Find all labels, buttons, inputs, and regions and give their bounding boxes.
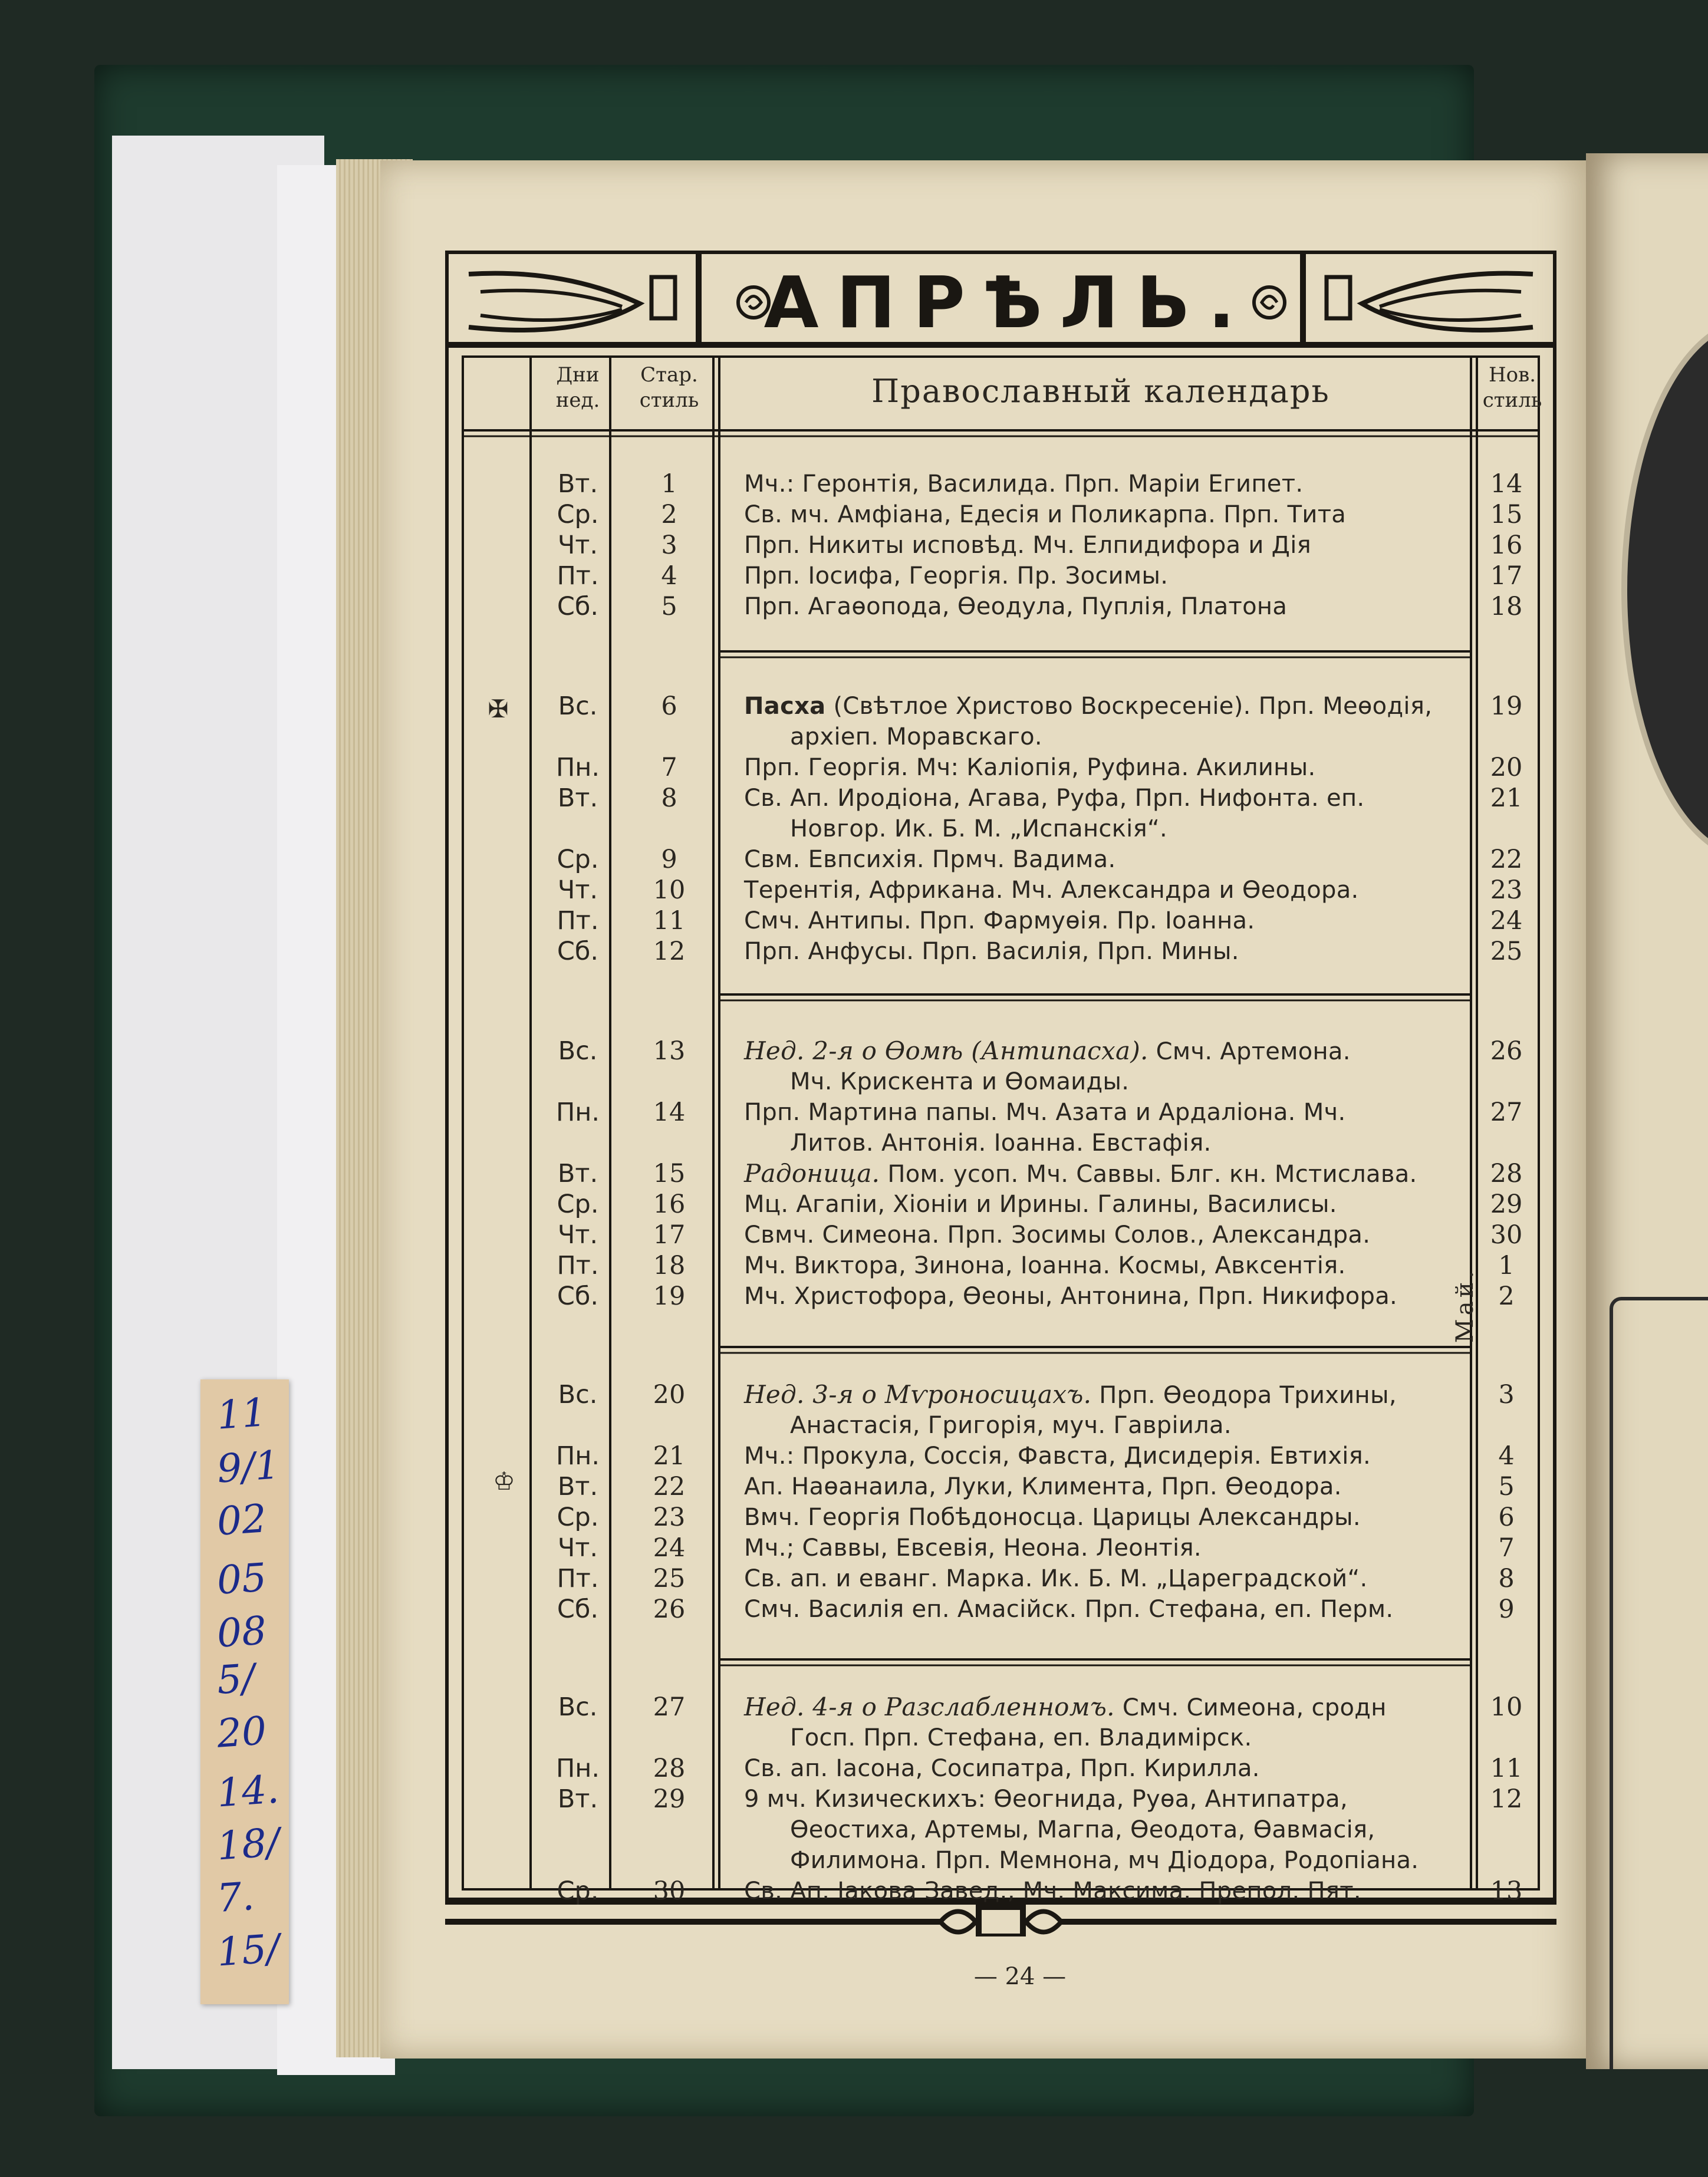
weekday-cell: Вс. — [558, 1380, 598, 1409]
entry-text: Прп. Іосифа, Георгія. Пр. Зосимы. — [744, 562, 1169, 589]
entry-text: Прп. Агаѳопода, Ѳеодула, Пуплія, Платона — [744, 593, 1288, 620]
new-style-date: 2 — [1498, 1282, 1515, 1311]
entry-line — [744, 1471, 1457, 1502]
new-style-date: 24 — [1490, 906, 1523, 936]
old-style-date: 1 — [661, 469, 677, 499]
feast-name: Нед. 3-я о Мѵроносицахъ. — [744, 1380, 1092, 1409]
entry-text: (Свѣтлое Христово Воскресеніе). Прп. Меѳодія, — [825, 693, 1433, 720]
old-style-date: 7 — [661, 753, 677, 782]
weekday-cell: Сб. — [557, 1282, 599, 1311]
weekday-cell: Вт. — [557, 1784, 598, 1814]
entry-text: Анастасія, Григорія, муч. Гавріила. — [790, 1412, 1232, 1439]
entry-text: Мч.: Геронтія, Василида. Прп. Маріи Египет. — [744, 470, 1304, 498]
page-title: АПРѢЛЬ. — [764, 262, 1253, 344]
new-style-date: 23 — [1490, 875, 1523, 905]
weekday-cell: Пн. — [555, 753, 600, 782]
entry-line — [744, 530, 1457, 561]
weekday-cell: Чт. — [557, 531, 598, 560]
page-number: — 24 — — [973, 1963, 1067, 1990]
entry-line — [744, 1097, 1457, 1128]
weekday-cell: Ср. — [557, 500, 599, 529]
new-style-date: 29 — [1490, 1190, 1523, 1219]
new-style-date: 10 — [1490, 1692, 1523, 1722]
entry-text: Св. Ап. Іакова Завед., Мч. Максима. Препол. Пят. — [744, 1878, 1361, 1905]
entry-text: Смч. Артемона. — [1148, 1038, 1351, 1065]
weekday-cell: Чт. — [557, 1220, 598, 1250]
old-style-date: 25 — [653, 1564, 686, 1593]
weekday-cell: Пт. — [557, 1251, 599, 1280]
old-style-date: 30 — [653, 1876, 686, 1906]
feast-name: Пасха — [744, 693, 826, 720]
entry-text: Мч. Крискента и Ѳомаиды. — [790, 1068, 1130, 1095]
weekday-cell: Ср. — [557, 845, 599, 874]
weekday-cell: Вс. — [558, 1692, 598, 1722]
old-style-date: 20 — [653, 1380, 686, 1409]
entry-text: Филимона. Прп. Мемнона, мч Діодора, Родопіана. — [790, 1847, 1419, 1874]
entry-text: Св. мч. Амфіана, Едесія и Поликарпа. Прп. Тита — [744, 501, 1347, 528]
new-style-date: 9 — [1498, 1595, 1515, 1624]
entry-text: Прп. Мартина папы. Мч. Азата и Ардаліона. Мч. — [744, 1099, 1346, 1126]
new-style-date: 6 — [1498, 1503, 1515, 1532]
entry-text: Свм. Евпсихія. Прмч. Вадима. — [744, 846, 1116, 873]
new-style-date: 17 — [1490, 561, 1523, 591]
old-style-date: 21 — [653, 1441, 686, 1471]
new-style-date: 15 — [1490, 500, 1523, 529]
new-style-date: 7 — [1498, 1533, 1515, 1563]
handwritten-line: 08 — [215, 1608, 268, 1656]
facing-page-portrait — [1621, 318, 1708, 861]
facing-page-text-box — [1610, 1297, 1708, 2069]
new-style-date: 5 — [1498, 1472, 1515, 1501]
header-calendar: Православный календарь — [871, 373, 1330, 410]
entry-text: Госп. Прп. Стефана, еп. Владимірск. — [790, 1724, 1252, 1751]
weekday-cell: Пт. — [557, 561, 599, 591]
entry-line — [744, 1036, 1457, 1067]
weekday-cell: Вт. — [557, 469, 598, 499]
entry-line — [744, 1784, 1457, 1814]
entry-line — [744, 1533, 1457, 1563]
new-style-date: 28 — [1490, 1159, 1523, 1188]
handwritten-line: 9/1 — [215, 1442, 281, 1492]
entry-text: Литов. Антонія. Іоанна. Евстафія. — [790, 1129, 1212, 1157]
entry-text: Терентія, Африкана. Мч. Александра и Ѳеодора. — [744, 877, 1359, 904]
new-style-date: 1 — [1498, 1251, 1515, 1280]
entry-text: Ѳеостиха, Артемы, Магпа, Ѳеодота, Ѳавмасія, — [790, 1816, 1375, 1843]
entry-line — [744, 844, 1457, 875]
entry-line — [744, 591, 1457, 622]
old-style-date: 19 — [653, 1282, 686, 1311]
entry-text: Пом. усоп. Мч. Саввы. Блг. кн. Мстислава. — [880, 1161, 1417, 1188]
new-style-date: 22 — [1490, 845, 1523, 874]
entry-text: Мч. Виктора, Зинона, Іоанна. Космы, Авксентія. — [744, 1252, 1346, 1279]
month-label: Май. — [1452, 1267, 1479, 1343]
old-style-date: 8 — [661, 783, 677, 813]
weekday-cell: Пт. — [557, 1564, 599, 1593]
weekday-cell: Сб. — [557, 937, 599, 966]
entry-line — [744, 1379, 1457, 1411]
entry-line — [744, 1814, 1457, 1845]
old-style-date: 13 — [653, 1036, 686, 1066]
handwritten-line: 11 — [215, 1389, 268, 1438]
old-style-date: 2 — [661, 500, 677, 529]
old-style-date: 16 — [653, 1190, 686, 1219]
new-style-date: 14 — [1490, 469, 1523, 499]
weekday-cell: Ср. — [557, 1876, 599, 1906]
weekday-cell: Вт. — [557, 1159, 598, 1188]
entry-text: Св. ап. Іасона, Сосипатра, Прп. Кирилла. — [744, 1755, 1260, 1782]
old-style-date: 22 — [653, 1472, 686, 1501]
weekday-cell: Чт. — [557, 1533, 598, 1563]
entry-line — [744, 1250, 1457, 1281]
weekday-cell: Вт. — [557, 783, 598, 813]
old-style-date: 9 — [661, 845, 677, 874]
entry-text: Вмч. Георгія Побѣдоносца. Царицы Александры. — [744, 1504, 1361, 1531]
entry-line — [744, 1723, 1457, 1753]
entry-line — [744, 1189, 1457, 1220]
entry-text: Новгор. Ик. Б. М. „Испанскія“. — [790, 815, 1167, 842]
entry-line — [744, 1281, 1457, 1312]
weekday-cell: Пн. — [555, 1098, 600, 1127]
entry-line — [744, 1066, 1457, 1097]
entry-line — [744, 469, 1457, 499]
entry-text: Мч.; Саввы, Евсевія, Неона. Леонтія. — [744, 1534, 1202, 1562]
new-style-date: 30 — [1490, 1220, 1523, 1250]
weekday-cell: Чт. — [557, 875, 598, 905]
handwritten-line: 5/ — [215, 1655, 256, 1704]
entry-text: Смч. Антипы. Прп. Фармуѳія. Пр. Іоанна. — [744, 907, 1255, 934]
weekday-cell: Пн. — [555, 1754, 600, 1783]
weekday-cell: Сб. — [557, 592, 599, 621]
new-style-date: 4 — [1498, 1441, 1515, 1471]
new-style-date: 27 — [1490, 1098, 1523, 1127]
handwritten-line: 02 — [215, 1496, 268, 1544]
old-style-date: 15 — [653, 1159, 686, 1188]
entry-line — [744, 936, 1457, 967]
header-day: Дни нед. — [555, 363, 600, 412]
entry-text: Мч. Христофора, Ѳеоны, Антонина, Прп. Никифора. — [744, 1283, 1398, 1310]
entry-line — [744, 1441, 1457, 1471]
new-style-date: 26 — [1490, 1036, 1523, 1066]
entry-line — [744, 722, 1457, 752]
handwritten-line: 15/ — [215, 1925, 281, 1975]
entry-text: 9 мч. Кизическихъ: Ѳеогнида, Руѳа, Антипатра, — [744, 1786, 1348, 1813]
old-style-date: 24 — [653, 1533, 686, 1563]
new-style-date: 20 — [1490, 753, 1523, 782]
entry-line — [744, 1692, 1457, 1723]
entry-line — [744, 691, 1457, 722]
new-style-date: 11 — [1490, 1754, 1523, 1783]
entry-text: Прп. Никиты исповѣд. Мч. Елпидифора и Дія — [744, 532, 1311, 559]
new-style-date: 21 — [1490, 783, 1523, 813]
old-style-date: 5 — [661, 592, 677, 621]
weekday-cell: Вс. — [558, 1036, 598, 1066]
entry-line — [744, 1845, 1457, 1876]
new-style-date: 12 — [1490, 1784, 1523, 1814]
entry-line — [744, 905, 1457, 936]
entry-line — [744, 1128, 1457, 1158]
old-style-date: 17 — [653, 1220, 686, 1250]
handwritten-note — [200, 1379, 289, 2004]
entry-text: Смч. Василія еп. Амасійск. Прп. Стефана, еп. Перм. — [744, 1596, 1394, 1623]
weekday-cell: Пн. — [555, 1441, 600, 1471]
old-style-date: 26 — [653, 1595, 686, 1624]
handwritten-line: 7. — [215, 1873, 256, 1922]
entry-text: Прп. Ѳеодора Трихины, — [1091, 1382, 1397, 1409]
handwritten-line: 05 — [215, 1554, 268, 1603]
weekday-cell: Вт. — [557, 1472, 598, 1501]
weekday-cell: Сб. — [557, 1595, 599, 1624]
new-style-date: 25 — [1490, 937, 1523, 966]
feast-name: Нед. 4-я о Разслабленномъ. — [744, 1692, 1115, 1721]
old-style-date: 4 — [661, 561, 677, 591]
header-new-style: Нов. стиль — [1482, 363, 1542, 412]
entry-line — [744, 1502, 1457, 1533]
new-style-date: 16 — [1490, 531, 1523, 560]
entry-text: Свмч. Симеона. Прп. Зосимы Солов., Александра. — [744, 1221, 1371, 1249]
entry-line — [744, 1876, 1457, 1906]
handwritten-line: 20 — [215, 1708, 268, 1757]
old-style-date: 28 — [653, 1754, 686, 1783]
entry-text: архіеп. Моравскаго. — [790, 723, 1042, 750]
entry-line — [744, 1753, 1457, 1784]
weekday-cell: Ср. — [557, 1503, 599, 1532]
entry-line — [744, 814, 1457, 844]
old-style-date: 10 — [653, 875, 686, 905]
crown-icon: ♔ — [493, 1467, 515, 1496]
entry-line — [744, 1410, 1457, 1441]
weekday-cell: Пт. — [557, 906, 599, 936]
handwritten-line: 18/ — [215, 1819, 281, 1869]
entry-line — [744, 783, 1457, 814]
entry-text: Св. ап. и еванг. Марка. Ик. Б. М. „Цареградской“. — [744, 1565, 1368, 1592]
entry-text: Прп. Анфусы. Прп. Василія, Прп. Мины. — [744, 938, 1239, 965]
new-style-date: 13 — [1490, 1876, 1523, 1906]
header-old-style: Стар. стиль — [639, 363, 699, 412]
entry-text: Мч.: Прокула, Соссія, Фавста, Дисидерія. Евтихія. — [744, 1442, 1371, 1470]
old-style-date: 14 — [653, 1098, 686, 1127]
new-style-date: 3 — [1498, 1380, 1515, 1409]
feast-name: Нед. 2-я о Ѳомѣ (Антипасха). — [744, 1036, 1148, 1065]
old-style-date: 27 — [653, 1692, 686, 1722]
old-style-date: 23 — [653, 1503, 686, 1532]
weekday-cell: Ср. — [557, 1190, 599, 1219]
old-style-date: 18 — [653, 1251, 686, 1280]
entry-line — [744, 875, 1457, 905]
old-style-date: 12 — [653, 937, 686, 966]
handwritten-line: 14. — [215, 1766, 281, 1816]
weekday-cell: Вс. — [558, 691, 598, 721]
entry-text: Мц. Агапіи, Хіоніи и Ирины. Галины, Василисы. — [744, 1191, 1337, 1218]
old-style-date: 3 — [661, 531, 677, 560]
entry-line — [744, 499, 1457, 530]
old-style-date: 11 — [653, 906, 686, 936]
new-style-date: 19 — [1490, 691, 1523, 721]
entry-line — [744, 752, 1457, 783]
entry-text: Прп. Георгія. Мч: Каліопія, Руфина. Акилины. — [744, 754, 1316, 781]
old-style-date: 6 — [661, 691, 677, 721]
facing-page — [1586, 153, 1708, 2069]
entry-line — [744, 561, 1457, 591]
entry-line — [744, 1563, 1457, 1594]
entry-text: Св. Ап. Иродіона, Агава, Руфа, Прп. Нифонта. еп. — [744, 785, 1365, 812]
title-right-ornament — [1250, 283, 1289, 322]
entry-text: Смч. Симеона, сродн — [1114, 1694, 1387, 1721]
old-style-date: 29 — [653, 1784, 686, 1814]
feast-name: Радоница. — [744, 1159, 880, 1188]
easter-cross-icon: ✠ — [488, 694, 509, 723]
new-style-date: 8 — [1498, 1564, 1515, 1593]
entry-line — [744, 1594, 1457, 1625]
entry-line — [744, 1220, 1457, 1250]
entry-text: Ап. Наѳанаила, Луки, Климента, Прп. Ѳеодора. — [744, 1473, 1342, 1500]
entry-line — [744, 1158, 1457, 1190]
new-style-date: 18 — [1490, 592, 1523, 621]
